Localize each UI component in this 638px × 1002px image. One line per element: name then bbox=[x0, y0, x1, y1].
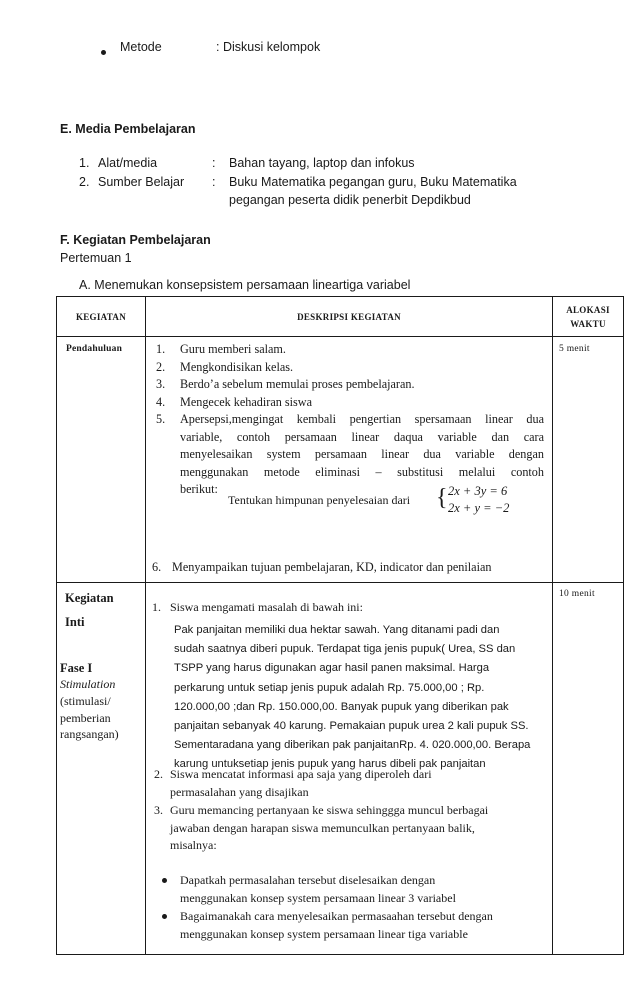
section-f-title: F. Kegiatan Pembelajaran bbox=[60, 233, 211, 247]
inti-time: 10 menit bbox=[559, 589, 595, 599]
pendahuluan-item-3-num: 3. bbox=[156, 377, 166, 391]
section-e-title: E. Media Pembelajaran bbox=[60, 122, 196, 136]
pendahuluan-item-2-text bbox=[180, 359, 544, 377]
fase-line: (stimulasi/ bbox=[60, 694, 111, 708]
pendahuluan-item-5-line: menyelesaikan system persamaan linear dua variable dengan bbox=[180, 447, 544, 461]
inti-bullet-line: menggunakan konsep system persamaan linear 3 variabel bbox=[180, 890, 456, 905]
inti-step-3-text: jawaban dengan harapan siswa memunculkan pertanyaan balik, bbox=[170, 820, 475, 835]
media-item-2-value-cont: pegangan peserta didik penerbit Depdikbud bbox=[229, 193, 471, 207]
inti-step-3-num: 3. bbox=[154, 803, 163, 817]
pendahuluan-item-4-num: 4. bbox=[156, 394, 166, 409]
sub-section-title: A. Menemukan konsepsistem persamaan lineartiga variabel bbox=[79, 278, 411, 292]
story-line: Sementaradana yang diberikan pak panjaitanRp. 4. 020.000,00. Berapa bbox=[174, 739, 531, 752]
inti-step-2-text: Siswa mencatat informasi apa saja yang diperoleh dari bbox=[170, 767, 432, 781]
fase-description bbox=[60, 693, 119, 743]
header-kegiatan: KEGIATAN bbox=[57, 297, 146, 337]
table-header-row bbox=[57, 297, 624, 337]
pendahuluan-item-1-line: Guru memberi salam. bbox=[180, 342, 286, 356]
pendahuluan-item-1 bbox=[156, 341, 544, 359]
metode-value: : Diskusi kelompok bbox=[216, 40, 321, 54]
inti-step-3-text: Guru memancing pertanyaan ke siswa sehinggga muncul berbagai bbox=[170, 803, 489, 817]
inti-step-1 bbox=[152, 599, 363, 617]
table-row-inti bbox=[57, 583, 624, 955]
header-alokasi-line1: ALOKASI bbox=[566, 304, 610, 315]
pendahuluan-item-2-line: Mengkondisikan kelas. bbox=[180, 359, 294, 374]
pendahuluan-item-3 bbox=[156, 376, 544, 394]
pendahuluan-item-6-num: 6. bbox=[152, 560, 162, 574]
media-item-1-value: Bahan tayang, laptop dan infokus bbox=[229, 156, 415, 170]
pendahuluan-item-6 bbox=[152, 559, 547, 577]
bullet-dot-icon bbox=[162, 878, 167, 883]
inti-step-2-num bbox=[154, 784, 170, 802]
pendahuluan-item-2-num: 2. bbox=[156, 359, 166, 374]
pendahuluan-item-5-line: menggunakan metode eliminasi – substitusi melalui contoh bbox=[180, 464, 544, 479]
pendahuluan-label: Pendahuluan bbox=[66, 344, 123, 354]
pendahuluan-item-5-num: 5. bbox=[156, 412, 166, 426]
inti-bullet-line: menggunakan konsep system persamaan linear tiga variable bbox=[180, 926, 468, 941]
inti-step-2-line bbox=[154, 784, 432, 802]
media-item-2-label: Sumber Belajar bbox=[98, 175, 185, 189]
equation-system bbox=[448, 483, 509, 517]
header-deskripsi: DESKRIPSI KEGIATAN bbox=[146, 297, 553, 337]
inti-step-3-text: misalnya: bbox=[170, 838, 217, 852]
media-item-1-label: Alat/media bbox=[98, 156, 158, 170]
inti-bullet-line: Dapatkah permasalahan tersebut diselesaikan dengan bbox=[180, 873, 436, 887]
metode-label: Metode bbox=[120, 40, 162, 54]
fase-line: rangsangan) bbox=[60, 727, 119, 741]
equation-intro: Tentukan himpunan penyelesaian dari bbox=[228, 493, 411, 507]
media-item-2-sep: : bbox=[212, 175, 216, 189]
table-row-pendahuluan bbox=[57, 337, 624, 583]
pendahuluan-item-2 bbox=[156, 359, 544, 377]
header-alokasi-line2: WAKTU bbox=[570, 318, 606, 329]
activity-table bbox=[56, 296, 624, 955]
pendahuluan-item-5-line: Apersepsi,mengingat kembali pengertian spersamaan linear dua bbox=[180, 412, 544, 426]
story-line: TSPP yang harus digunakan agar hasil panen maksimal. Harga bbox=[174, 662, 490, 675]
bullet-dot-icon bbox=[101, 45, 106, 59]
pendahuluan-label-cell bbox=[57, 337, 146, 583]
fase-line: pemberian bbox=[60, 710, 111, 725]
story-line: 120.000,00 ;dan Rp. 150.000,00. Banyak pupuk yang diberikan pak bbox=[174, 700, 509, 713]
pendahuluan-item-1-text bbox=[180, 341, 544, 359]
equation-2: 2x + y = −2 bbox=[448, 501, 510, 515]
equation-brace-icon: { bbox=[436, 485, 448, 511]
inti-step-3 bbox=[154, 802, 488, 855]
pendahuluan-item-4 bbox=[156, 394, 544, 412]
media-item-1-sep: : bbox=[212, 156, 216, 170]
pendahuluan-list bbox=[146, 337, 552, 499]
story-line: panjaitan sebanyak 40 karung. Pemakaian pupuk urea 2 kali pupuk SS. bbox=[174, 720, 529, 733]
story-line: Pak panjaitan memiliki dua hektar sawah. Yang ditanami padi dan bbox=[174, 624, 500, 636]
inti-step-1-text: Siswa mengamati masalah di bawah ini: bbox=[170, 600, 363, 614]
inti-step-1-num: 1. bbox=[152, 600, 161, 614]
inti-step-2 bbox=[154, 766, 432, 801]
inti-step-3-line bbox=[154, 837, 488, 855]
inti-desc-cell bbox=[146, 583, 553, 955]
story-line: perkarung untuk setiap jenis pupuk adalah Rp. 75.000,00 ; Rp. bbox=[174, 681, 485, 694]
inti-bullet-item bbox=[162, 872, 493, 907]
inti-label-1: Kegiatan bbox=[65, 591, 114, 605]
pendahuluan-time: 5 menit bbox=[559, 344, 590, 354]
pendahuluan-item-4-text bbox=[180, 394, 544, 412]
equation-1: 2x + 3y = 6 bbox=[448, 484, 508, 498]
media-item-2-num: 2. bbox=[79, 175, 90, 189]
pendahuluan-item-4-line: Mengecek kehadiran siswa bbox=[180, 394, 312, 409]
media-item-1-num: 1. bbox=[79, 156, 90, 170]
problem-story bbox=[174, 621, 549, 775]
inti-bullet-item bbox=[162, 908, 493, 943]
story-line: sudah saatnya diberi pupuk. Terdapat tiga jenis pupuk( Urea, SS dan bbox=[174, 643, 516, 656]
inti-time-cell bbox=[553, 583, 624, 955]
fase-title: Fase I bbox=[60, 661, 93, 675]
inti-label-2: Inti bbox=[65, 615, 85, 629]
media-item-2-value: Buku Matematika pegangan guru, Buku Matematika bbox=[229, 175, 517, 189]
inti-bullet-list bbox=[162, 872, 493, 944]
inti-step-2-num: 2. bbox=[154, 767, 163, 781]
fase-stimulation: Stimulation bbox=[60, 677, 116, 691]
inti-bullet-line: Bagaimanakah cara menyelesaikan permasaahan tersebut dengan bbox=[180, 909, 493, 923]
pendahuluan-desc-cell bbox=[146, 337, 553, 583]
pendahuluan-item-6-text: Menyampaikan tujuan pembelajaran, KD, indicator dan penilaian bbox=[172, 560, 492, 574]
pendahuluan-item-3-text bbox=[180, 376, 544, 394]
header-alokasi bbox=[553, 297, 624, 337]
inti-step-3-num bbox=[154, 837, 170, 855]
inti-step-2-text: permasalahan yang disajikan bbox=[170, 784, 309, 799]
inti-step-3-line bbox=[154, 820, 488, 838]
inti-label-cell bbox=[57, 583, 146, 955]
inti-step-3-line bbox=[154, 802, 488, 820]
story-line: karung untuksetiap jenis pupuk yang harus dibeli pak panjaitan bbox=[174, 758, 486, 771]
inti-step-3-num bbox=[154, 820, 170, 838]
pendahuluan-item-1-num: 1. bbox=[156, 342, 166, 356]
pendahuluan-item-5-line: berikut: bbox=[180, 482, 218, 496]
meeting-label: Pertemuan 1 bbox=[60, 251, 132, 265]
pendahuluan-item-5-line: variable, contoh persamaan linear daqua variable dan cara bbox=[180, 429, 544, 444]
bullet-dot-icon bbox=[162, 914, 167, 919]
inti-step-2-line bbox=[154, 766, 432, 784]
pendahuluan-item-3-line: Berdo’a sebelum memulai proses pembelajaran. bbox=[180, 377, 415, 391]
pendahuluan-time-cell bbox=[553, 337, 624, 583]
